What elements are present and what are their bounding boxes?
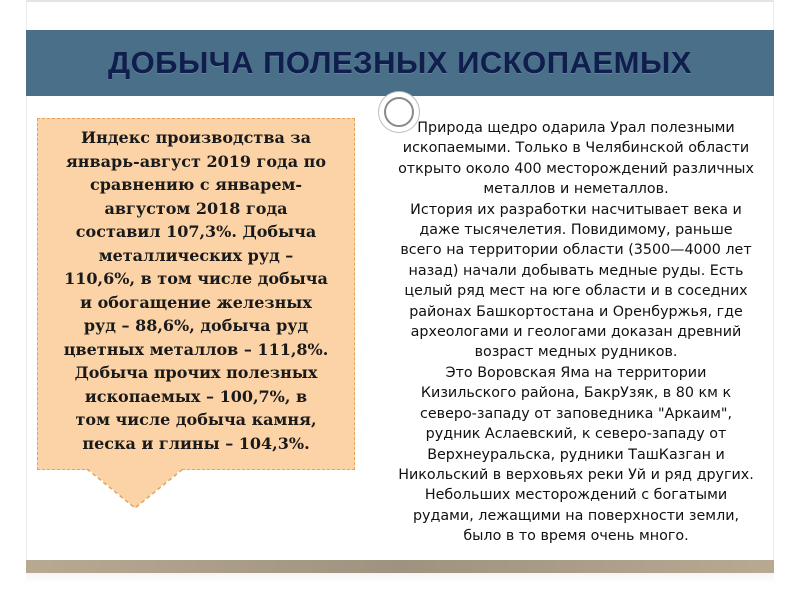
callout-line: сравнению с январем- <box>89 175 303 194</box>
callout-text <box>42 126 350 455</box>
info-line: районах Башкортостана и Оренбуржья, где <box>409 303 743 320</box>
info-line: целый ряд мест на юге области и в соседних <box>404 283 748 300</box>
callout-pointer-icon <box>85 468 185 510</box>
info-line: открыто около 400 месторождений различных <box>398 160 754 177</box>
footer-bar <box>26 560 774 573</box>
info-line: назад) начали добывать медные руды. Есть <box>408 262 744 279</box>
info-line: Природа щедро одарила Урал полезными <box>417 120 735 136</box>
info-line: Небольших месторождений с богатыми <box>424 487 728 504</box>
info-line: северо-западу от заповедника "Аркаим", <box>419 405 732 422</box>
info-line: Это Воровская Яма на территории <box>445 364 707 381</box>
info-line: Никольский в верховьях реки Уй и ряд других. <box>398 466 754 483</box>
callout-line: цветных металлов – 111,8%. <box>63 339 329 359</box>
footer-shadow <box>26 573 774 583</box>
info-line: Кизильского района, БакрУзяк, в 80 км к <box>420 385 732 402</box>
info-line: всего на территории области (3500—4000 лет <box>400 242 752 259</box>
callout-line: и обогащение железных <box>80 292 312 312</box>
callout-line: 110,6%, в том числе добыча <box>64 269 328 288</box>
info-paragraph-1 <box>376 118 776 200</box>
callout-line: составил 107,3%. Добыча <box>75 222 317 241</box>
callout-line: Индекс производства за <box>81 128 311 147</box>
info-line: История их разработки насчитывает века и <box>410 201 742 218</box>
top-border-line <box>26 0 774 2</box>
info-paragraph-2 <box>376 200 776 363</box>
info-line: ископаемыми. Только в Челябинской области <box>402 140 750 157</box>
callout-line: январь-август 2019 года по <box>65 151 327 171</box>
info-line: возраст медных рудников. <box>474 344 678 361</box>
callout-box <box>37 118 355 470</box>
info-line: даже тысячелетия. Повидимому, раньше <box>419 222 733 239</box>
info-paragraph-3 <box>376 363 776 485</box>
info-line: металлов и неметаллов. <box>483 181 669 198</box>
callout-line: августом 2018 года <box>104 198 288 218</box>
callout-line: том числе добыча камня, <box>75 410 317 429</box>
info-line: рудами, лежащими на поверхности земли, <box>412 507 740 524</box>
info-line: археологами и геологами доказан древний <box>410 324 742 341</box>
callout-line: Добыча прочих полезных <box>74 363 318 382</box>
info-line: было в то время очень много. <box>463 528 689 545</box>
callout-line: ископаемых – 100,7%, в <box>84 386 308 406</box>
title-bar <box>26 30 774 96</box>
info-paragraph-4 <box>376 485 776 546</box>
callout-line: руд – 88,6%, добыча руд <box>83 316 309 335</box>
callout-line: металлических руд – <box>98 245 294 265</box>
info-text-block <box>376 118 776 547</box>
slide-title: ДОБЫЧА ПОЛЕЗНЫХ ИСКОПАЕМЫХ <box>107 45 692 80</box>
callout-line: песка и глины – 104,3%. <box>82 433 310 453</box>
info-line: рудник Аслаевский, к северо-западу от <box>425 426 727 443</box>
info-line: Верхнеуральска, рудники ТашКазган и <box>427 446 725 463</box>
